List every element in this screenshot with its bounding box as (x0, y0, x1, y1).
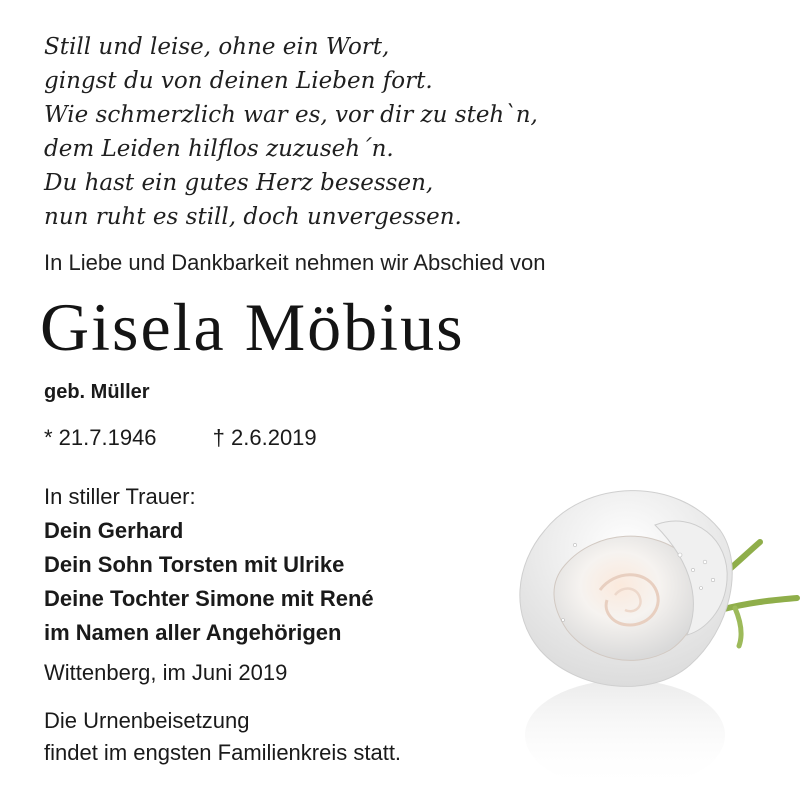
mourner-name: Deine Tochter Simone mit René (44, 586, 374, 611)
mourner-name: im Namen aller Angehörigen (44, 620, 342, 645)
poem-line: Still und leise, ohne ein Wort, (44, 34, 390, 60)
urn-notice (44, 705, 401, 769)
mourning-heading: In stiller Trauer: (44, 484, 196, 509)
poem (44, 30, 538, 234)
birth-date: * 21.7.1946 (44, 425, 157, 450)
farewell-intro: In Liebe und Dankbarkeit nehmen wir Abschied von (44, 250, 546, 275)
mourner-name: Dein Gerhard (44, 518, 184, 543)
urn-notice-line: findet im engsten Familienkreis statt. (44, 740, 402, 765)
mourners-block (44, 480, 374, 650)
life-dates (44, 425, 317, 451)
urn-notice-line: Die Urnenbeisetzung (44, 708, 250, 733)
white-rose-image (505, 470, 800, 800)
poem-line: Du hast ein gutes Herz besessen, (44, 170, 434, 196)
place-and-date: Wittenberg, im Juni 2019 (44, 660, 288, 685)
death-date: † 2.6.2019 (212, 425, 317, 450)
deceased-name: Gisela Möbius (40, 289, 465, 365)
poem-line: Wie schmerzlich war es, vor dir zu steh`n, (44, 102, 538, 128)
poem-line: gingst du von deinen Lieben fort. (44, 68, 433, 94)
maiden-name: geb. Müller (44, 381, 150, 403)
poem-line: dem Leiden hilflos zuzuseh´n. (44, 136, 394, 162)
mourner-name: Dein Sohn Torsten mit Ulrike (44, 552, 345, 577)
poem-line: nun ruht es still, doch unvergessen. (44, 204, 462, 230)
